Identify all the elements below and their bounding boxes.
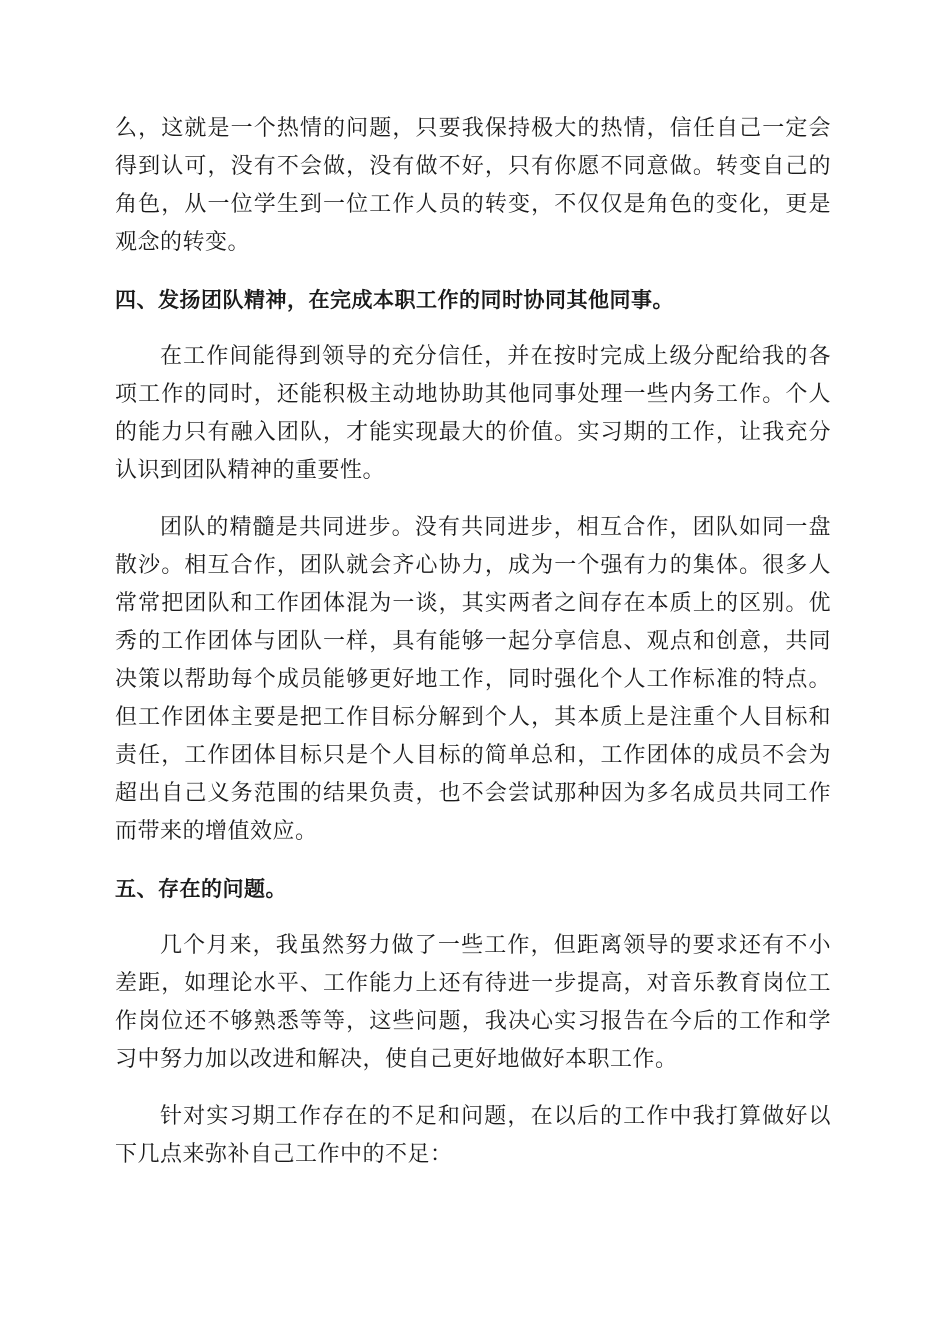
paragraph-problems: 几个月来，我虽然努力做了一些工作，但距离领导的要求还有不小差距，如理论水平、工作能力上还有待进一步提高，对音乐教育岗位工作岗位还不够熟悉等等，这些问题，我决心实习报告在今后的工作和学习中努力加以改进和解决，使自己更好地做好本职工作。 bbox=[115, 933, 831, 1072]
paragraph-trust: 在工作间能得到领导的充分信任，并在按时完成上级分配给我的各项工作的同时，还能积极主动地协助其他同事处理一些内务工作。个人的能力只有融入团队，才能实现最大的价值。实习期的工作，让我充分认识到团队精神的重要性。 bbox=[115, 344, 831, 483]
section-heading-4: 四、发扬团队精神，在完成本职工作的同时协同其他同事。 bbox=[115, 288, 674, 312]
section-heading-5: 五、存在的问题。 bbox=[115, 877, 287, 901]
paragraph-improvements: 针对实习期工作存在的不足和问题，在以后的工作中我打算做好以下几点来弥补自己工作中的不足： bbox=[115, 1104, 831, 1167]
paragraph-team-essence: 团队的精髓是共同进步。没有共同进步，相互合作，团队如同一盘散沙。相互合作，团队就会齐心协力，成为一个强有力的集体。很多人常常把团队和工作团体混为一谈，其实两者之间存在本质上的区别。优秀的工作团体与团队一样，具有能够一起分享信息、观点和创意，共同决策以帮助每个成员能够更好地工作，同时强化个人工作标准的特点。但工作团体主要是把工作目标分解到个人，其本质上是注重个人目标和责任，工作团体目标只是个人目标的简单总和，工作团体的成员不会为超出自己义务范围的结果负责，也不会尝试那种因为多名成员共同工作而带来的增值效应。 bbox=[115, 515, 831, 844]
paragraph-continuation: 么，这就是一个热情的问题，只要我保持极大的热情，信任自己一定会得到认可，没有不会做，没有做不好，只有你愿不同意做。转变自己的角色，从一位学生到一位工作人员的转变，不仅仅是角色的变化，更是观念的转变。 bbox=[115, 116, 831, 255]
document-page bbox=[115, 110, 831, 1193]
